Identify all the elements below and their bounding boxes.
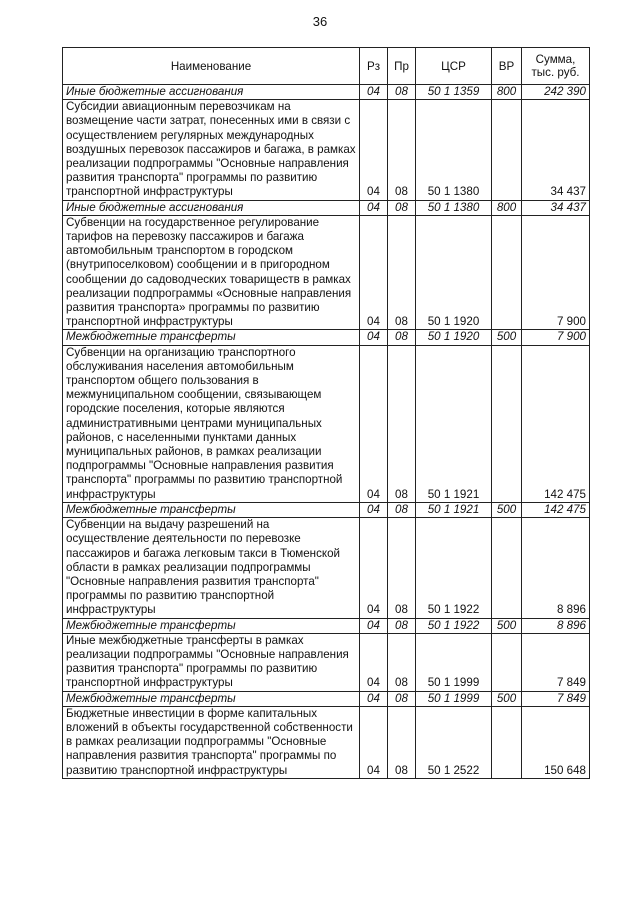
row-pr: 08: [388, 502, 416, 517]
row-vr: [492, 518, 522, 618]
header-name: Наименование: [63, 48, 360, 85]
row-csr: 50 1 1380: [416, 200, 492, 215]
table-row: [63, 200, 590, 215]
row-vr: [492, 100, 522, 200]
budget-table: [62, 47, 590, 779]
row-pr: 08: [388, 691, 416, 706]
row-vr: 500: [492, 502, 522, 517]
row-vr: [492, 345, 522, 502]
row-rz: 04: [360, 345, 388, 502]
row-vr: 500: [492, 691, 522, 706]
row-vr: [492, 215, 522, 330]
row-csr: 50 1 1921: [416, 345, 492, 502]
row-name: Бюджетные инвестиции в форме капитальных вложений в объекты государственной собственности в рамках реализации подпрограммы "Основные направления развития транспорта" программы по развитию транспортной инфраструктуры: [63, 706, 360, 778]
row-rz: 04: [360, 502, 388, 517]
row-pr: 08: [388, 100, 416, 200]
row-vr: 800: [492, 200, 522, 215]
row-csr: 50 1 1999: [416, 633, 492, 691]
row-name: Субвенции на государственное регулирование тарифов на перевозку пассажиров и багажа автомобильным транспортом в городском (внутрипоселковом) сообщении и в пригородном сообщении до садоводческих товариществ в рамках реализации подпрограммы «Основные направления развития транспорта» программы по развитию транспортной инфраструктуры: [63, 215, 360, 330]
row-name: Субвенции на организацию транспортного обслуживания населения автомобильным транспортом общего пользования в межмуниципальном сообщении, связывающем городские поселения, которые являются административными центрами муниципальных районов, с населенными пунктами данных муниципальных районов, в рамках реализации подпрограммы "Основные направления развития транспорта" программы по развитию транспортной инфраструктуры: [63, 345, 360, 502]
header-sum: Сумма, тыс. руб.: [522, 48, 590, 85]
header-csr: ЦСР: [416, 48, 492, 85]
table-row: [63, 633, 590, 691]
table-header-row: [63, 48, 590, 85]
row-csr: 50 1 1999: [416, 691, 492, 706]
row-rz: 04: [360, 200, 388, 215]
row-pr: 08: [388, 633, 416, 691]
row-rz: 04: [360, 691, 388, 706]
row-name: Субсидии авиационным перевозчикам на возмещение части затрат, понесенных ими в связи с осуществлением регулярных международных воздушных перевозок пассажиров и багажа, в рамках реализации подпрограммы "Основные направления развития транспорта" программы по развитию транспортной инфраструктуры: [63, 100, 360, 200]
row-rz: 04: [360, 706, 388, 778]
table-row: [63, 706, 590, 778]
row-pr: 08: [388, 518, 416, 618]
row-pr: 08: [388, 85, 416, 100]
row-sum: 34 437: [522, 100, 590, 200]
row-rz: 04: [360, 100, 388, 200]
table-row: [63, 100, 590, 200]
row-sum: 150 648: [522, 706, 590, 778]
row-sum: 142 475: [522, 345, 590, 502]
header-pr: Пр: [388, 48, 416, 85]
row-sum: 7 900: [522, 215, 590, 330]
row-sum: 242 390: [522, 85, 590, 100]
row-name: Субвенции на выдачу разрешений на осуществление деятельности по перевозке пассажиров и багажа легковым такси в Тюменской области в рамках реализации подпрограммы "Основные направления развития транспорта" программы по развитию транспортной инфраструктуры: [63, 518, 360, 618]
header-rz: Рз: [360, 48, 388, 85]
row-name: Межбюджетные трансферты: [63, 502, 360, 517]
row-vr: [492, 633, 522, 691]
row-rz: 04: [360, 215, 388, 330]
row-vr: 800: [492, 85, 522, 100]
row-sum: 142 475: [522, 502, 590, 517]
row-rz: 04: [360, 518, 388, 618]
row-pr: 08: [388, 215, 416, 330]
row-csr: 50 1 1920: [416, 330, 492, 345]
table-row: [63, 691, 590, 706]
table-row: [63, 502, 590, 517]
row-sum: 8 896: [522, 518, 590, 618]
table-row: [63, 85, 590, 100]
row-sum: 7 900: [522, 330, 590, 345]
row-csr: 50 1 2522: [416, 706, 492, 778]
row-rz: 04: [360, 85, 388, 100]
table-row: [63, 215, 590, 330]
row-sum: 7 849: [522, 691, 590, 706]
page-number: 36: [312, 14, 328, 29]
row-csr: 50 1 1922: [416, 618, 492, 633]
row-csr: 50 1 1380: [416, 100, 492, 200]
row-pr: 08: [388, 706, 416, 778]
row-rz: 04: [360, 330, 388, 345]
row-name: Иные межбюджетные трансферты в рамках реализации подпрограммы "Основные направления развития транспорта" программы по развитию транспортной инфраструктуры: [63, 633, 360, 691]
row-name: Иные бюджетные ассигнования: [63, 200, 360, 215]
table-row: [63, 518, 590, 618]
table-row: [63, 618, 590, 633]
row-vr: 500: [492, 618, 522, 633]
row-pr: 08: [388, 345, 416, 502]
row-name: Межбюджетные трансферты: [63, 618, 360, 633]
table-row: [63, 330, 590, 345]
row-vr: [492, 706, 522, 778]
row-sum: 8 896: [522, 618, 590, 633]
row-pr: 08: [388, 200, 416, 215]
row-sum: 34 437: [522, 200, 590, 215]
row-name: Межбюджетные трансферты: [63, 691, 360, 706]
row-pr: 08: [388, 330, 416, 345]
row-vr: 500: [492, 330, 522, 345]
row-csr: 50 1 1920: [416, 215, 492, 330]
row-name: Иные бюджетные ассигнования: [63, 85, 360, 100]
row-sum: 7 849: [522, 633, 590, 691]
row-csr: 50 1 1359: [416, 85, 492, 100]
row-rz: 04: [360, 633, 388, 691]
table-row: [63, 345, 590, 502]
row-name: Межбюджетные трансферты: [63, 330, 360, 345]
row-csr: 50 1 1922: [416, 518, 492, 618]
row-rz: 04: [360, 618, 388, 633]
header-vr: ВР: [492, 48, 522, 85]
row-csr: 50 1 1921: [416, 502, 492, 517]
row-pr: 08: [388, 618, 416, 633]
